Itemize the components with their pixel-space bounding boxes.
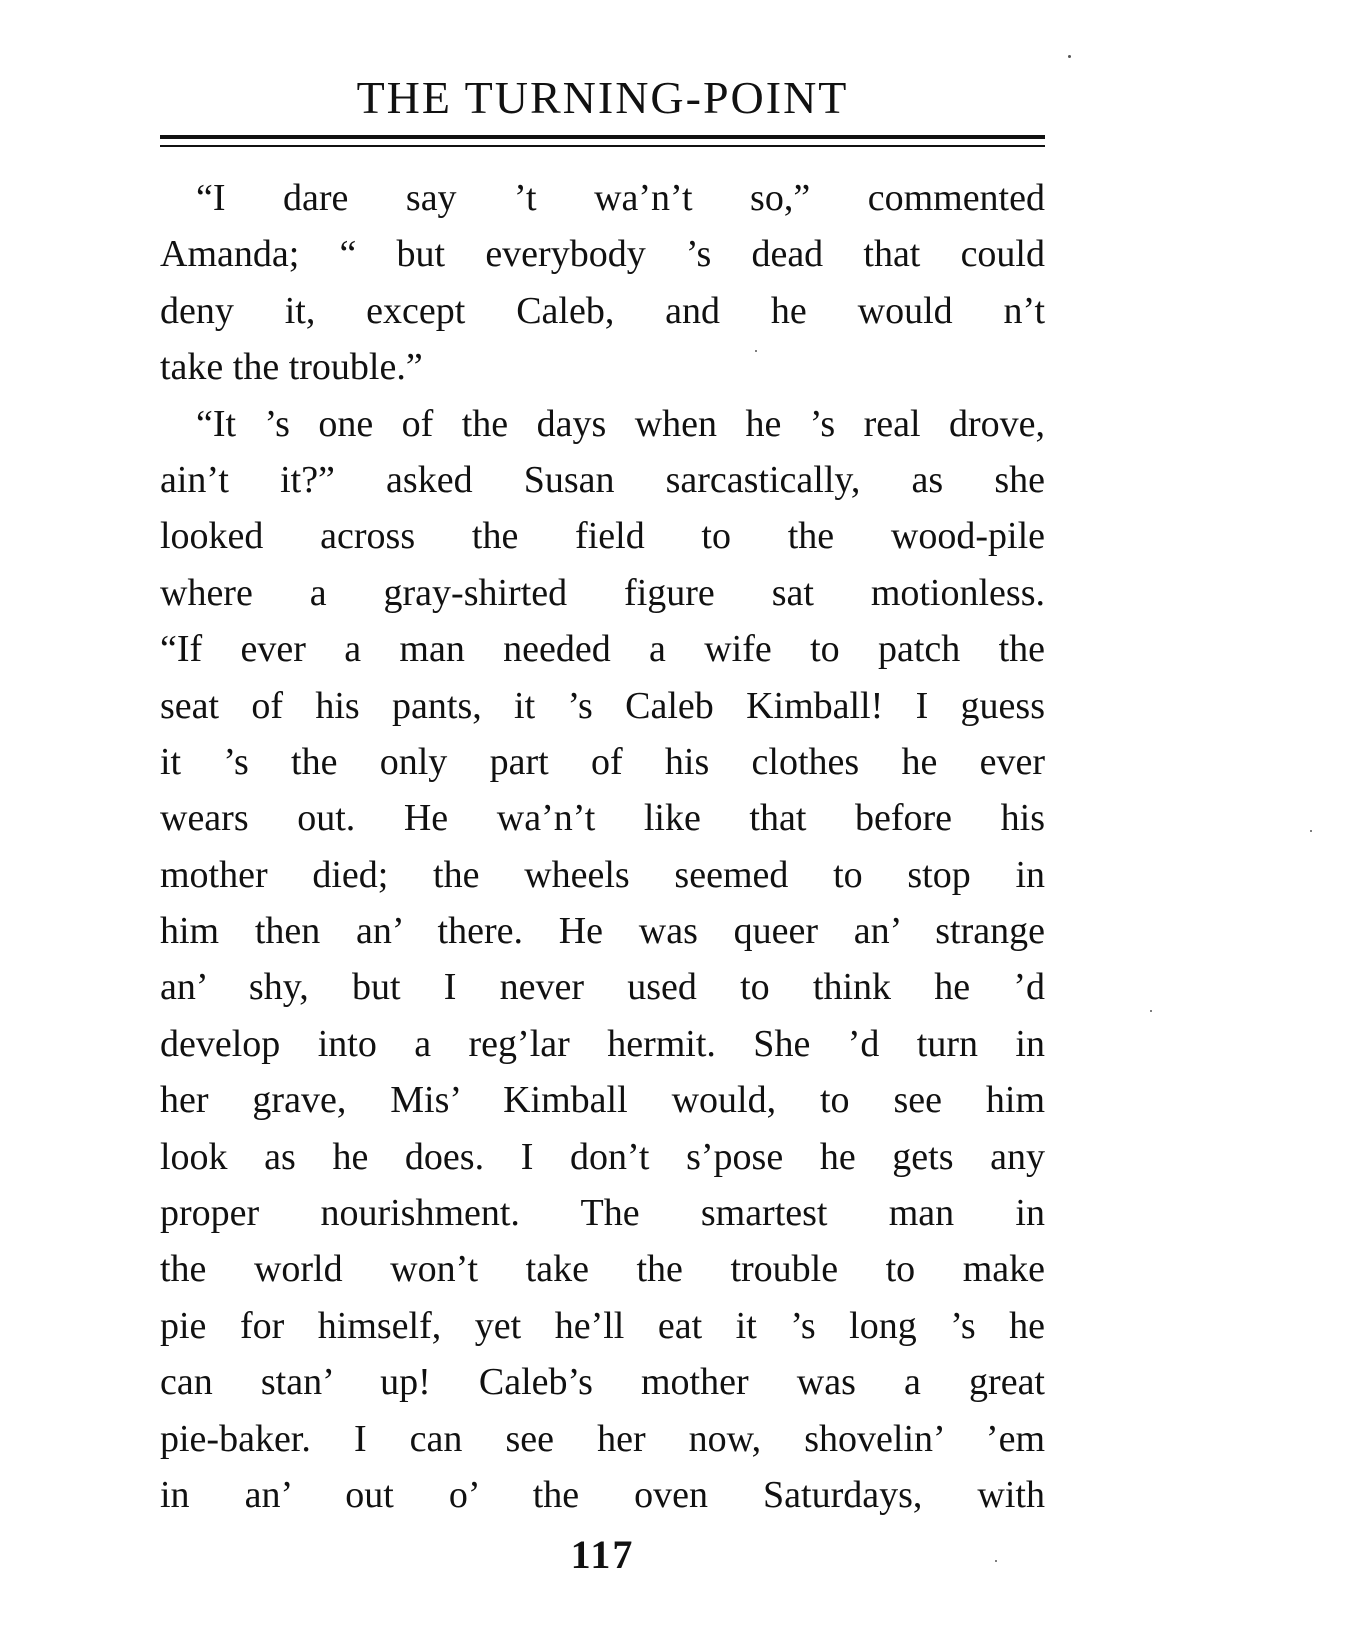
text-line: the world won’t take the trouble to make xyxy=(160,1248,1045,1291)
text-line: take the trouble.” xyxy=(160,346,423,389)
text-line: where a gray-shirted figure sat motionless. xyxy=(160,571,1045,614)
text-line: an’ shy, but I never used to think he ’d xyxy=(160,966,1045,1009)
text-line: him then an’ there. He was queer an’ strange xyxy=(160,910,1045,953)
text-line: wears out. He wa’n’t like that before his xyxy=(160,797,1045,840)
body-text xyxy=(160,170,1045,1523)
text-line: mother died; the wheels seemed to stop in xyxy=(160,853,1045,896)
text-line: ain’t it?” asked Susan sarcastically, as she xyxy=(160,458,1045,501)
text-line: looked across the field to the wood-pile xyxy=(160,515,1045,558)
text-line: can stan’ up! Caleb’s mother was a great xyxy=(160,1361,1045,1404)
scan-speck xyxy=(1310,830,1312,832)
text-line: look as he does. I don’t s’pose he gets any xyxy=(160,1135,1045,1178)
scan-speck xyxy=(995,1560,997,1562)
text-line: “I dare say ’t wa’n’t so,” commented xyxy=(196,177,1045,219)
page-number: 117 xyxy=(570,1532,635,1577)
scan-speck xyxy=(755,350,757,352)
text-line: “It ’s one of the days when he ’s real drove, xyxy=(196,402,1045,445)
text-line: Amanda; “ but everybody ’s dead that could xyxy=(160,233,1045,276)
text-line: in an’ out o’ the oven Saturdays, with xyxy=(160,1473,1045,1516)
text-line: it ’s the only part of his clothes he ever xyxy=(160,740,1045,783)
text-line: seat of his pants, it ’s Caleb Kimball! I guess xyxy=(160,684,1045,727)
scan-speck xyxy=(1068,55,1071,58)
text-line: deny it, except Caleb, and he would n’t xyxy=(160,289,1045,332)
scan-speck xyxy=(1150,1010,1152,1012)
running-head: THE TURNING-POINT xyxy=(356,72,849,123)
text-line: “If ever a man needed a wife to patch the xyxy=(160,628,1045,671)
text-line: proper nourishment. The smartest man in xyxy=(160,1192,1045,1235)
text-line: pie-baker. I can see her now, shovelin’ ’em xyxy=(160,1417,1045,1460)
header-rule-thin xyxy=(160,145,1045,147)
text-line: develop into a reg’lar hermit. She ’d turn in xyxy=(160,1022,1045,1065)
text-line: pie for himself, yet he’ll eat it ’s long ’s he xyxy=(160,1304,1045,1347)
text-line: her grave, Mis’ Kimball would, to see him xyxy=(160,1079,1045,1122)
header-rule-thick xyxy=(160,135,1045,139)
